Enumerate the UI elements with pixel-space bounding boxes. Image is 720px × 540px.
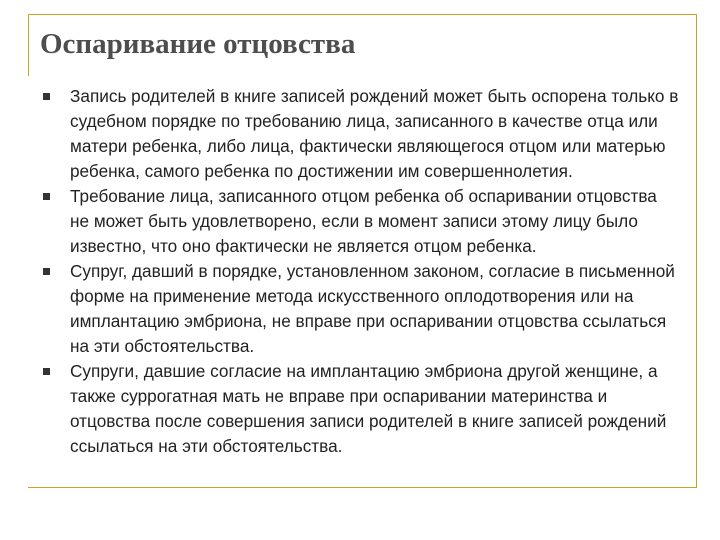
frame-top-line bbox=[28, 14, 696, 15]
square-bullet-icon bbox=[43, 193, 50, 200]
bullet-text: Супруги, давшие согласие на имплантацию эмбриона другой женщине, а также суррогатная мать не вправе при оспаривании материнства и отцовства после совершения записи родителей в книге записей рождений ссылаться на эти обстоятельства. bbox=[70, 361, 667, 456]
bullet-list bbox=[40, 84, 680, 459]
frame-right-line bbox=[696, 14, 697, 488]
bullet-text: Требование лица, записанного отцом ребенка об оспаривании отцовства не может быть удовлетворено, если в момент записи этому лицу было известно, что оно фактически не является отцом ребенка. bbox=[70, 186, 657, 256]
bullet-item bbox=[40, 84, 680, 184]
slide-title: Оспаривание отцовства bbox=[40, 28, 356, 60]
bullet-item bbox=[40, 259, 680, 359]
bullet-text: Супруг, давший в порядке, установленном законом, согласие в письменной форме на применение метода искусственного оплодотворения или на имплантацию эмбриона, не вправе при оспаривании отцовства ссылаться на эти обстоятельства. bbox=[70, 261, 675, 356]
frame-bottom-line bbox=[28, 487, 696, 488]
square-bullet-icon bbox=[43, 268, 50, 275]
square-bullet-icon bbox=[43, 368, 50, 375]
bullet-item bbox=[40, 184, 680, 259]
bullet-text: Запись родителей в книге записей рождений может быть оспорена только в судебном порядке по требованию лица, записанного в качестве отца или матери ребенка, либо лица, фактически являющегося отцом или матерью ребенка, самого ребенка по достижении им совершеннолетия. bbox=[70, 86, 679, 181]
frame-left-line bbox=[28, 14, 29, 76]
bullet-item bbox=[40, 359, 680, 459]
square-bullet-icon bbox=[43, 93, 50, 100]
